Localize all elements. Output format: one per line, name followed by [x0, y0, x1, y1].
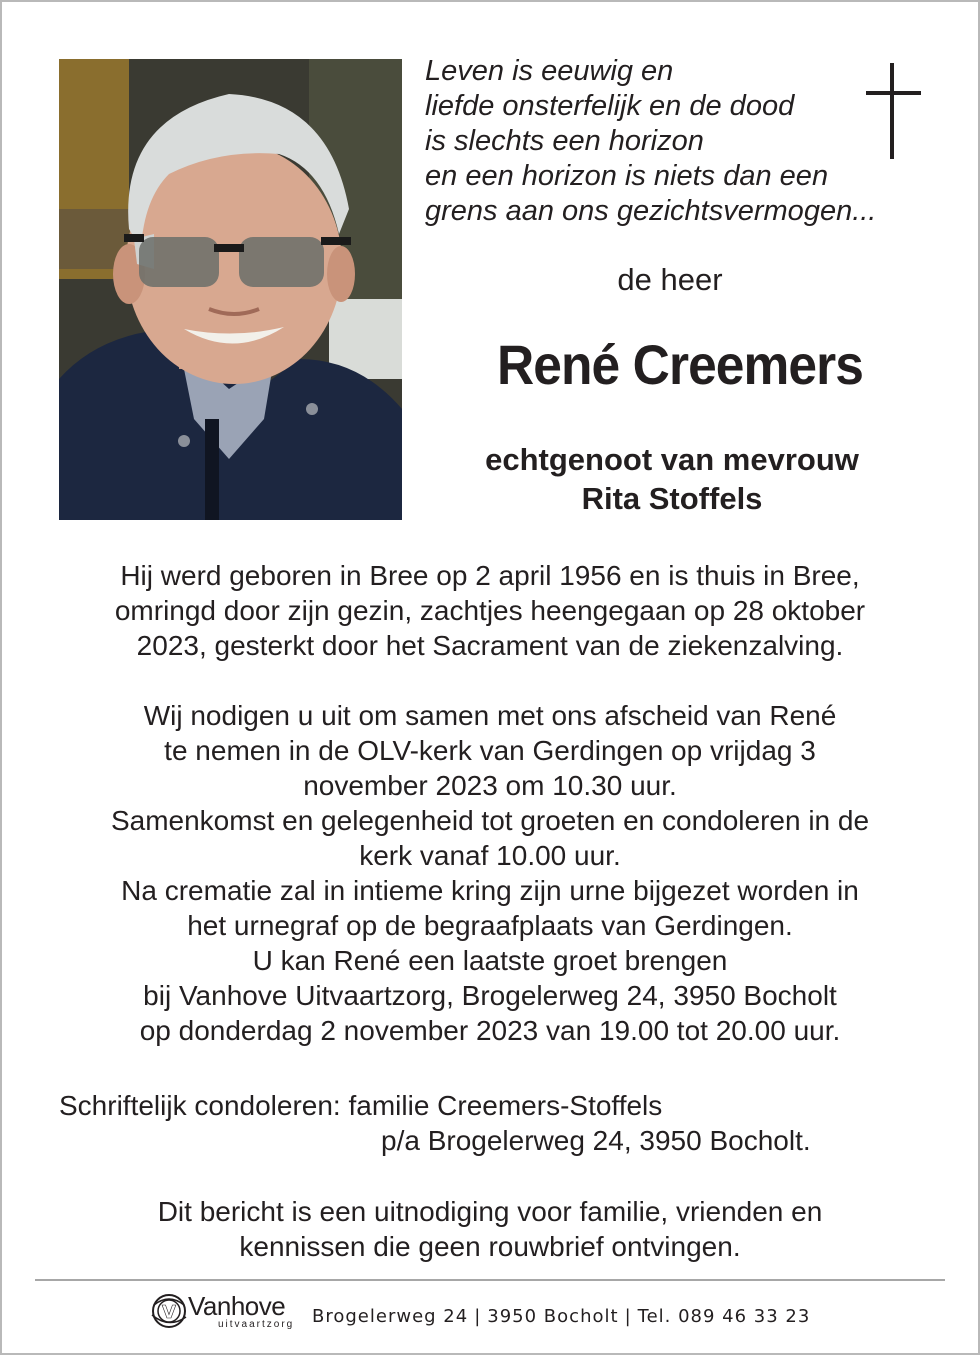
text-line: omringd door zijn gezin, zachtjes heengegaan op 28 oktober [114, 595, 866, 626]
logo-subtitle: uitvaartzorg [218, 1319, 295, 1330]
condolences-line: Schriftelijk condoleren: familie Creemers-Stoffels [59, 1090, 663, 1121]
cross-icon [866, 63, 921, 159]
poem-line: grens aan ons gezichtsvermogen... [425, 195, 877, 227]
text-line: 2023, gesterkt door het Sacrament van de ziekenzalving. [136, 630, 844, 661]
portrait-photo [59, 59, 402, 520]
logo-name: Vanhove [188, 1291, 286, 1321]
spouse-name: Rita Stoffels [581, 481, 763, 516]
birth-paragraph [40, 558, 940, 663]
honorific: de heer [617, 262, 723, 297]
text-line: Samenkomst en gelegenheid tot groeten en condoleren in de [110, 805, 870, 836]
poem-line: Leven is eeuwig en [425, 55, 674, 87]
spouse-line: echtgenoot van mevrouw [485, 442, 859, 477]
logo-scribble-icon [148, 1291, 190, 1331]
poem-line: liefde onsterfelijk en de dood [425, 90, 795, 122]
vanhove-logo [148, 1289, 308, 1335]
text-line: kerk vanaf 10.00 uur. [359, 840, 621, 871]
spouse-info [420, 440, 924, 518]
poem-line: is slechts een horizon [425, 125, 704, 157]
text-line: Hij werd geboren in Bree op 2 april 1956 en is thuis in Bree, [120, 560, 860, 591]
footer-phone: Tel. 089 46 33 23 [637, 1306, 811, 1327]
footer-separator: | [474, 1306, 482, 1327]
text-line: te nemen in de OLV-kerk van Gerdingen op vrijdag 3 [164, 735, 816, 766]
poem [425, 54, 885, 229]
text-line: U kan René een laatste groet brengen [252, 945, 728, 976]
text-line: op donderdag 2 november 2023 van 19.00 tot 20.00 uur. [139, 1015, 841, 1046]
text-line: Dit bericht is een uitnodiging voor familie, vrienden en [157, 1196, 823, 1227]
closing-paragraph [40, 1194, 940, 1264]
footer-address: Brogelerweg 24 [312, 1306, 469, 1327]
footer-divider [35, 1279, 945, 1281]
portrait-illustration [59, 59, 402, 520]
invitation-paragraph [40, 698, 940, 1048]
condolences [59, 1088, 811, 1158]
footer-separator: | [624, 1306, 632, 1327]
text-line: het urnegraf op de begraafplaats van Gerdingen. [187, 910, 793, 941]
text-line: kennissen die geen rouwbrief ontvingen. [239, 1231, 741, 1262]
condolences-address: p/a Brogelerweg 24, 3950 Bocholt. [381, 1125, 811, 1156]
footer-city: 3950 Bocholt [487, 1306, 619, 1327]
deceased-name: René Creemers [496, 333, 864, 396]
footer-contact [312, 1306, 810, 1327]
text-line: Wij nodigen u uit om samen met ons afscheid van René [143, 700, 837, 731]
poem-line: en een horizon is niets dan een [425, 160, 829, 192]
text-line: Na crematie zal in intieme kring zijn urne bijgezet worden in [121, 875, 859, 906]
text-line: november 2023 om 10.30 uur. [303, 770, 677, 801]
logo-mark-letter: V [162, 1302, 176, 1323]
text-line: bij Vanhove Uitvaartzorg, Brogelerweg 24, 3950 Bocholt [143, 980, 837, 1011]
